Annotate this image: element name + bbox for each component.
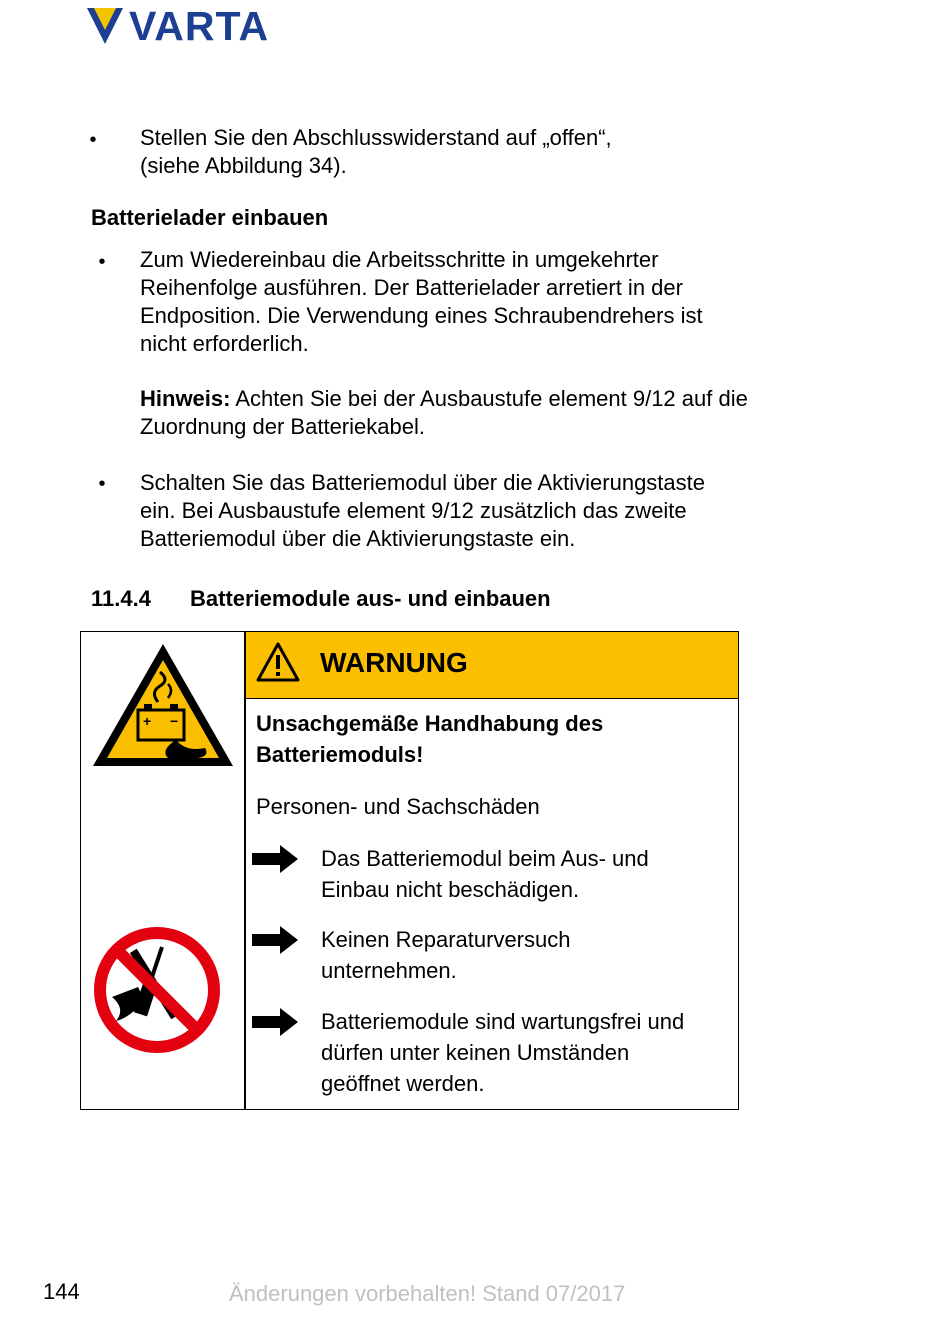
measure-2 — [321, 924, 570, 986]
text-line: ein. Bei Ausbaustufe element 9/12 zusätzlich das zweite — [140, 498, 687, 523]
arrow-right-icon — [252, 1008, 298, 1036]
footer-note: Änderungen vorbehalten! Stand 07/2017 — [229, 1281, 626, 1306]
varta-chevron-icon — [87, 8, 123, 44]
hazard-line-1: Unsachgemäße Handhabung des — [256, 711, 604, 736]
arrow-right-icon — [252, 926, 298, 954]
page-number: 144 — [43, 1279, 80, 1304]
text-line: nicht erforderlich. — [140, 331, 309, 356]
brand-name: VARTA — [129, 3, 270, 49]
hazard-description — [256, 708, 603, 770]
text-line: Schalten Sie das Batteriemodul über die Aktivierungstaste — [140, 470, 705, 495]
text-line: Einbau nicht beschädigen. — [321, 877, 580, 902]
hazard-line-2: Batteriemoduls! — [256, 742, 424, 767]
text-line: Batteriemodul über die Aktivierungstaste ein. — [140, 526, 576, 551]
intro-line-2: (siehe Abbildung 34). — [140, 153, 347, 178]
warning-header — [245, 632, 738, 699]
text-line: unternehmen. — [321, 958, 457, 983]
warning-divider — [244, 631, 246, 1110]
text-line: geöffnet werden. — [321, 1071, 485, 1096]
note-line-2: Zuordnung der Batteriekabel. — [140, 414, 425, 439]
text-line: Endposition. Die Verwendung eines Schraubendrehers ist — [140, 303, 703, 328]
section1-bullet1-text — [140, 246, 810, 358]
warning-signal-word: WARNUNG — [320, 647, 468, 678]
intro-line-1: Stellen Sie den Abschlusswiderstand auf „offen“, — [140, 125, 612, 150]
intro-bullet-text — [140, 124, 810, 180]
text-line: Zum Wiedereinbau die Arbeitsschritte in umgekehrter — [140, 247, 659, 272]
battery-hazard-warning-icon — [90, 640, 236, 770]
section1-bullet2-text — [140, 469, 810, 553]
bullet-dot: • — [98, 251, 106, 273]
varta-logo — [87, 3, 270, 49]
svg-text:+: + — [143, 713, 152, 729]
arrow-right-icon — [252, 845, 298, 873]
measure-3 — [321, 1006, 684, 1099]
section-heading-batterielader: Batterielader einbauen — [91, 205, 329, 230]
hinweis-note — [140, 385, 810, 441]
no-tools-prohibition-icon — [92, 925, 222, 1055]
section-number: 11.4.4 — [91, 586, 151, 611]
text-line: Das Batteriemodul beim Aus- und — [321, 846, 649, 871]
bullet-dot: • — [98, 473, 106, 495]
section-title: Batteriemodule aus- und einbauen — [190, 586, 551, 611]
bullet-dot: • — [89, 129, 97, 151]
note-line-1 — [140, 385, 810, 413]
text-line: Reihenfolge ausführen. Der Batterielader arretiert in der — [140, 275, 683, 300]
note-text: Achten Sie bei der Ausbaustufe element 9/12 auf die — [230, 386, 748, 411]
text-line: Batteriemodule sind wartungsfrei und — [321, 1009, 685, 1034]
text-line: Keinen Reparaturversuch — [321, 927, 571, 952]
warning-triangle-icon — [256, 642, 300, 682]
svg-text:−: − — [170, 713, 179, 729]
text-line: dürfen unter keinen Umständen — [321, 1040, 630, 1065]
consequence-text: Personen- und Sachschäden — [256, 794, 540, 819]
measure-1 — [321, 843, 649, 905]
note-label: Hinweis: — [140, 386, 231, 411]
